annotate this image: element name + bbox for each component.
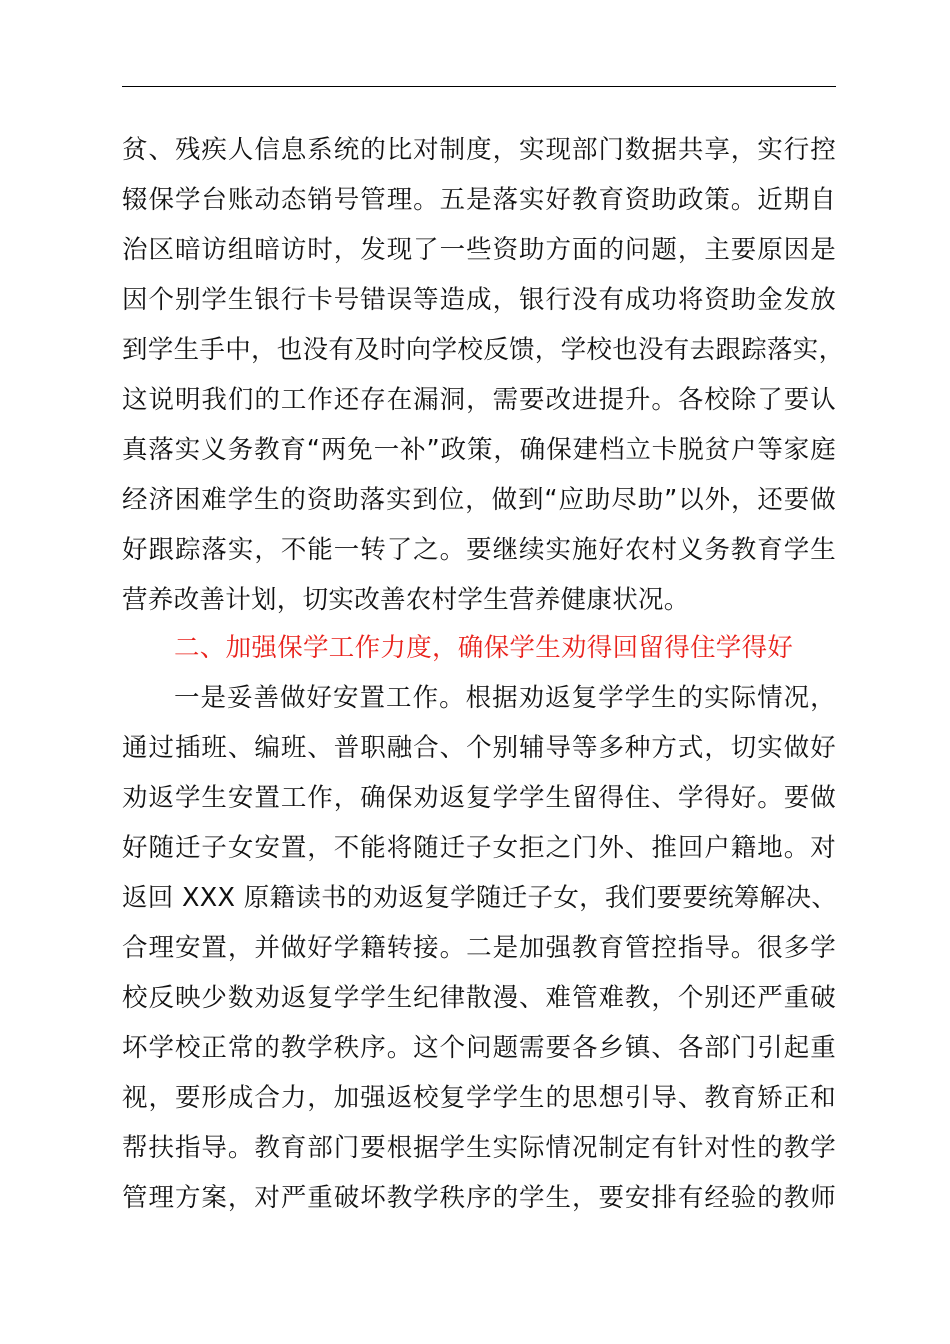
body-text-line: 通过插班、编班、普职融合、个别辅导等多种方式，切实做好 (122, 733, 836, 763)
body-text-line: 这说明我们的工作还存在漏洞，需要改进提升。各校除了要认 (122, 385, 836, 415)
body-text-line: 好跟踪落实，不能一转了之。要继续实施好农村义务教育学生 (122, 535, 836, 565)
body-text-line: 校反映少数劝返复学学生纪律散漫、难管难教，个别还严重破 (122, 983, 836, 1013)
body-text-line: 到学生手中，也没有及时向学校反馈，学校也没有去跟踪落实， (122, 335, 845, 365)
body-text-line: 好随迁子女安置，不能将随迁子女拒之门外、推回户籍地。对 (122, 833, 836, 863)
body-text-line: 真落实义务教育“两免一补”政策，确保建档立卡脱贫户等家庭 (122, 435, 836, 465)
body-text-line: 因个别学生银行卡号错误等造成，银行没有成功将资助金发放 (122, 285, 836, 315)
body-text-line: 营养改善计划，切实改善农村学生营养健康状况。 (122, 585, 690, 615)
body-text-line: 帮扶指导。教育部门要根据学生实际情况制定有针对性的教学 (122, 1133, 836, 1163)
body-text-line: 返回 XXX 原籍读书的劝返复学随迁子女，我们要要统筹解决、 (122, 883, 838, 913)
body-text-line: 管理方案，对严重破坏教学秩序的学生，要安排有经验的教师 (122, 1183, 836, 1213)
body-text-line: 合理安置，并做好学籍转接。二是加强教育管控指导。很多学 (122, 933, 836, 963)
body-text-line: 坏学校正常的教学秩序。这个问题需要各乡镇、各部门引起重 (122, 1033, 836, 1063)
body-text-line: 贫、残疾人信息系统的比对制度，实现部门数据共享，实行控 (122, 135, 836, 165)
section-heading: 二、加强保学工作力度，确保学生劝得回留得住学得好 (174, 633, 794, 663)
body-text-line: 治区暗访组暗访时，发现了一些资助方面的问题，主要原因是 (122, 235, 836, 265)
body-text-line: 劝返学生安置工作，确保劝返复学学生留得住、学得好。要做 (122, 783, 836, 813)
body-text-line: 一是妥善做好安置工作。根据劝返复学学生的实际情况， (174, 683, 836, 713)
body-text-line: 辍保学台账动态销号管理。五是落实好教育资助政策。近期自 (122, 185, 836, 215)
body-text-line: 经济困难学生的资助落实到位，做到“应助尽助”以外，还要做 (122, 485, 836, 515)
header-rule (122, 86, 836, 87)
body-text-line: 视，要形成合力，加强返校复学学生的思想引导、教育矫正和 (122, 1083, 836, 1113)
